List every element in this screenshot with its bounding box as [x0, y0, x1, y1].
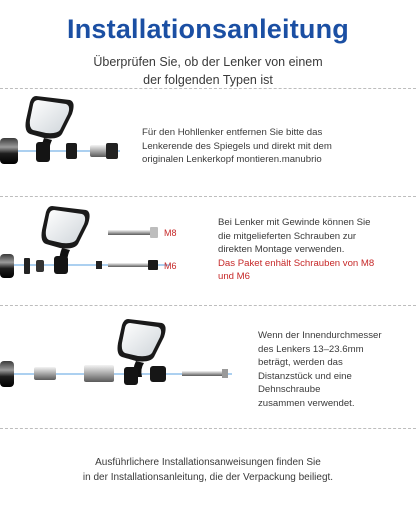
handlebar-end [0, 254, 14, 278]
spacer-sleeve [84, 365, 114, 382]
section-1-line [142, 153, 410, 167]
nut [96, 261, 102, 269]
section-3-line: des Lenkers 13–23.6mm [258, 343, 364, 355]
section-threaded-handlebar [0, 198, 416, 304]
subtitle-line-1: Überprüfen Sie, ob der Lenker von einem [93, 55, 323, 69]
divider-middle-1 [0, 196, 416, 197]
footer-note [0, 455, 416, 485]
section-2-line: Bei Lenker mit Gewinde können Sie [218, 217, 371, 228]
expansion-bolt-head [222, 369, 228, 378]
section-3-line: zusammen verwendet. [258, 397, 355, 409]
section-2-text [218, 216, 412, 284]
bar-end-cap [150, 366, 166, 382]
section-1-last-line: originalen Lenkerkopf montieren. [142, 154, 282, 166]
screw-m8-label: M8 [164, 228, 177, 238]
bar-end-cap [66, 143, 77, 159]
section-1-line: Für den Hohllenker entfernen Sie bitte das [142, 127, 323, 138]
divider-bottom [0, 428, 416, 429]
handlebar-end [0, 361, 14, 387]
page-title: Installationsanleitung [67, 14, 349, 44]
washer [24, 258, 30, 274]
handlebar-end [0, 138, 18, 164]
section-1-suffix: manubrio [281, 154, 322, 166]
section-3-line: Wenn der Innendurchmesser [258, 330, 382, 341]
section-3-text [258, 329, 412, 411]
mirror-clamp [36, 142, 50, 162]
section-2-warning-line: und M6 [218, 271, 250, 283]
section-2-line: direkten Montage verwenden. [218, 244, 345, 256]
divider-top [0, 88, 416, 89]
screw-m8-head [150, 227, 158, 238]
footer-line-2: in der Installationsanleitung, die der Verpackung beiliegt. [82, 472, 334, 483]
section-hollow-handlebar [0, 90, 416, 195]
expansion-bolt-shaft [182, 371, 224, 376]
screw-m6-head [148, 260, 158, 270]
subtitle-line-2: der folgenden Typen ist [143, 73, 273, 87]
spacer [36, 260, 44, 272]
screw-m8-shaft [108, 230, 152, 235]
section-3-line: beträgt, werden das [258, 357, 343, 369]
mirror-clamp [124, 367, 138, 385]
screw-m6-shaft [108, 263, 150, 267]
section-2-warning-line: Das Paket enhält Schrauben von M8 [218, 257, 375, 269]
mirror-clamp [54, 256, 68, 274]
footer-line-1: Ausführlichere Installationsanweisungen finden Sie [95, 457, 321, 468]
section-3-line: Distanzstück und eine [258, 370, 352, 382]
section-spacer-expansion [0, 307, 416, 427]
screw-m6-label: M6 [164, 261, 177, 271]
spacer-small [34, 367, 56, 380]
section-2-line: die mitgelieferten Schrauben zur [218, 230, 357, 242]
page-subtitle [0, 53, 416, 89]
section-1-line: Lenkerende des Spiegels und direkt mit dem [142, 140, 332, 152]
section-1-text [142, 126, 410, 167]
divider-middle-2 [0, 305, 416, 306]
expansion-plug-head [106, 143, 118, 159]
section-3-line: Dehnschraube [258, 384, 321, 396]
